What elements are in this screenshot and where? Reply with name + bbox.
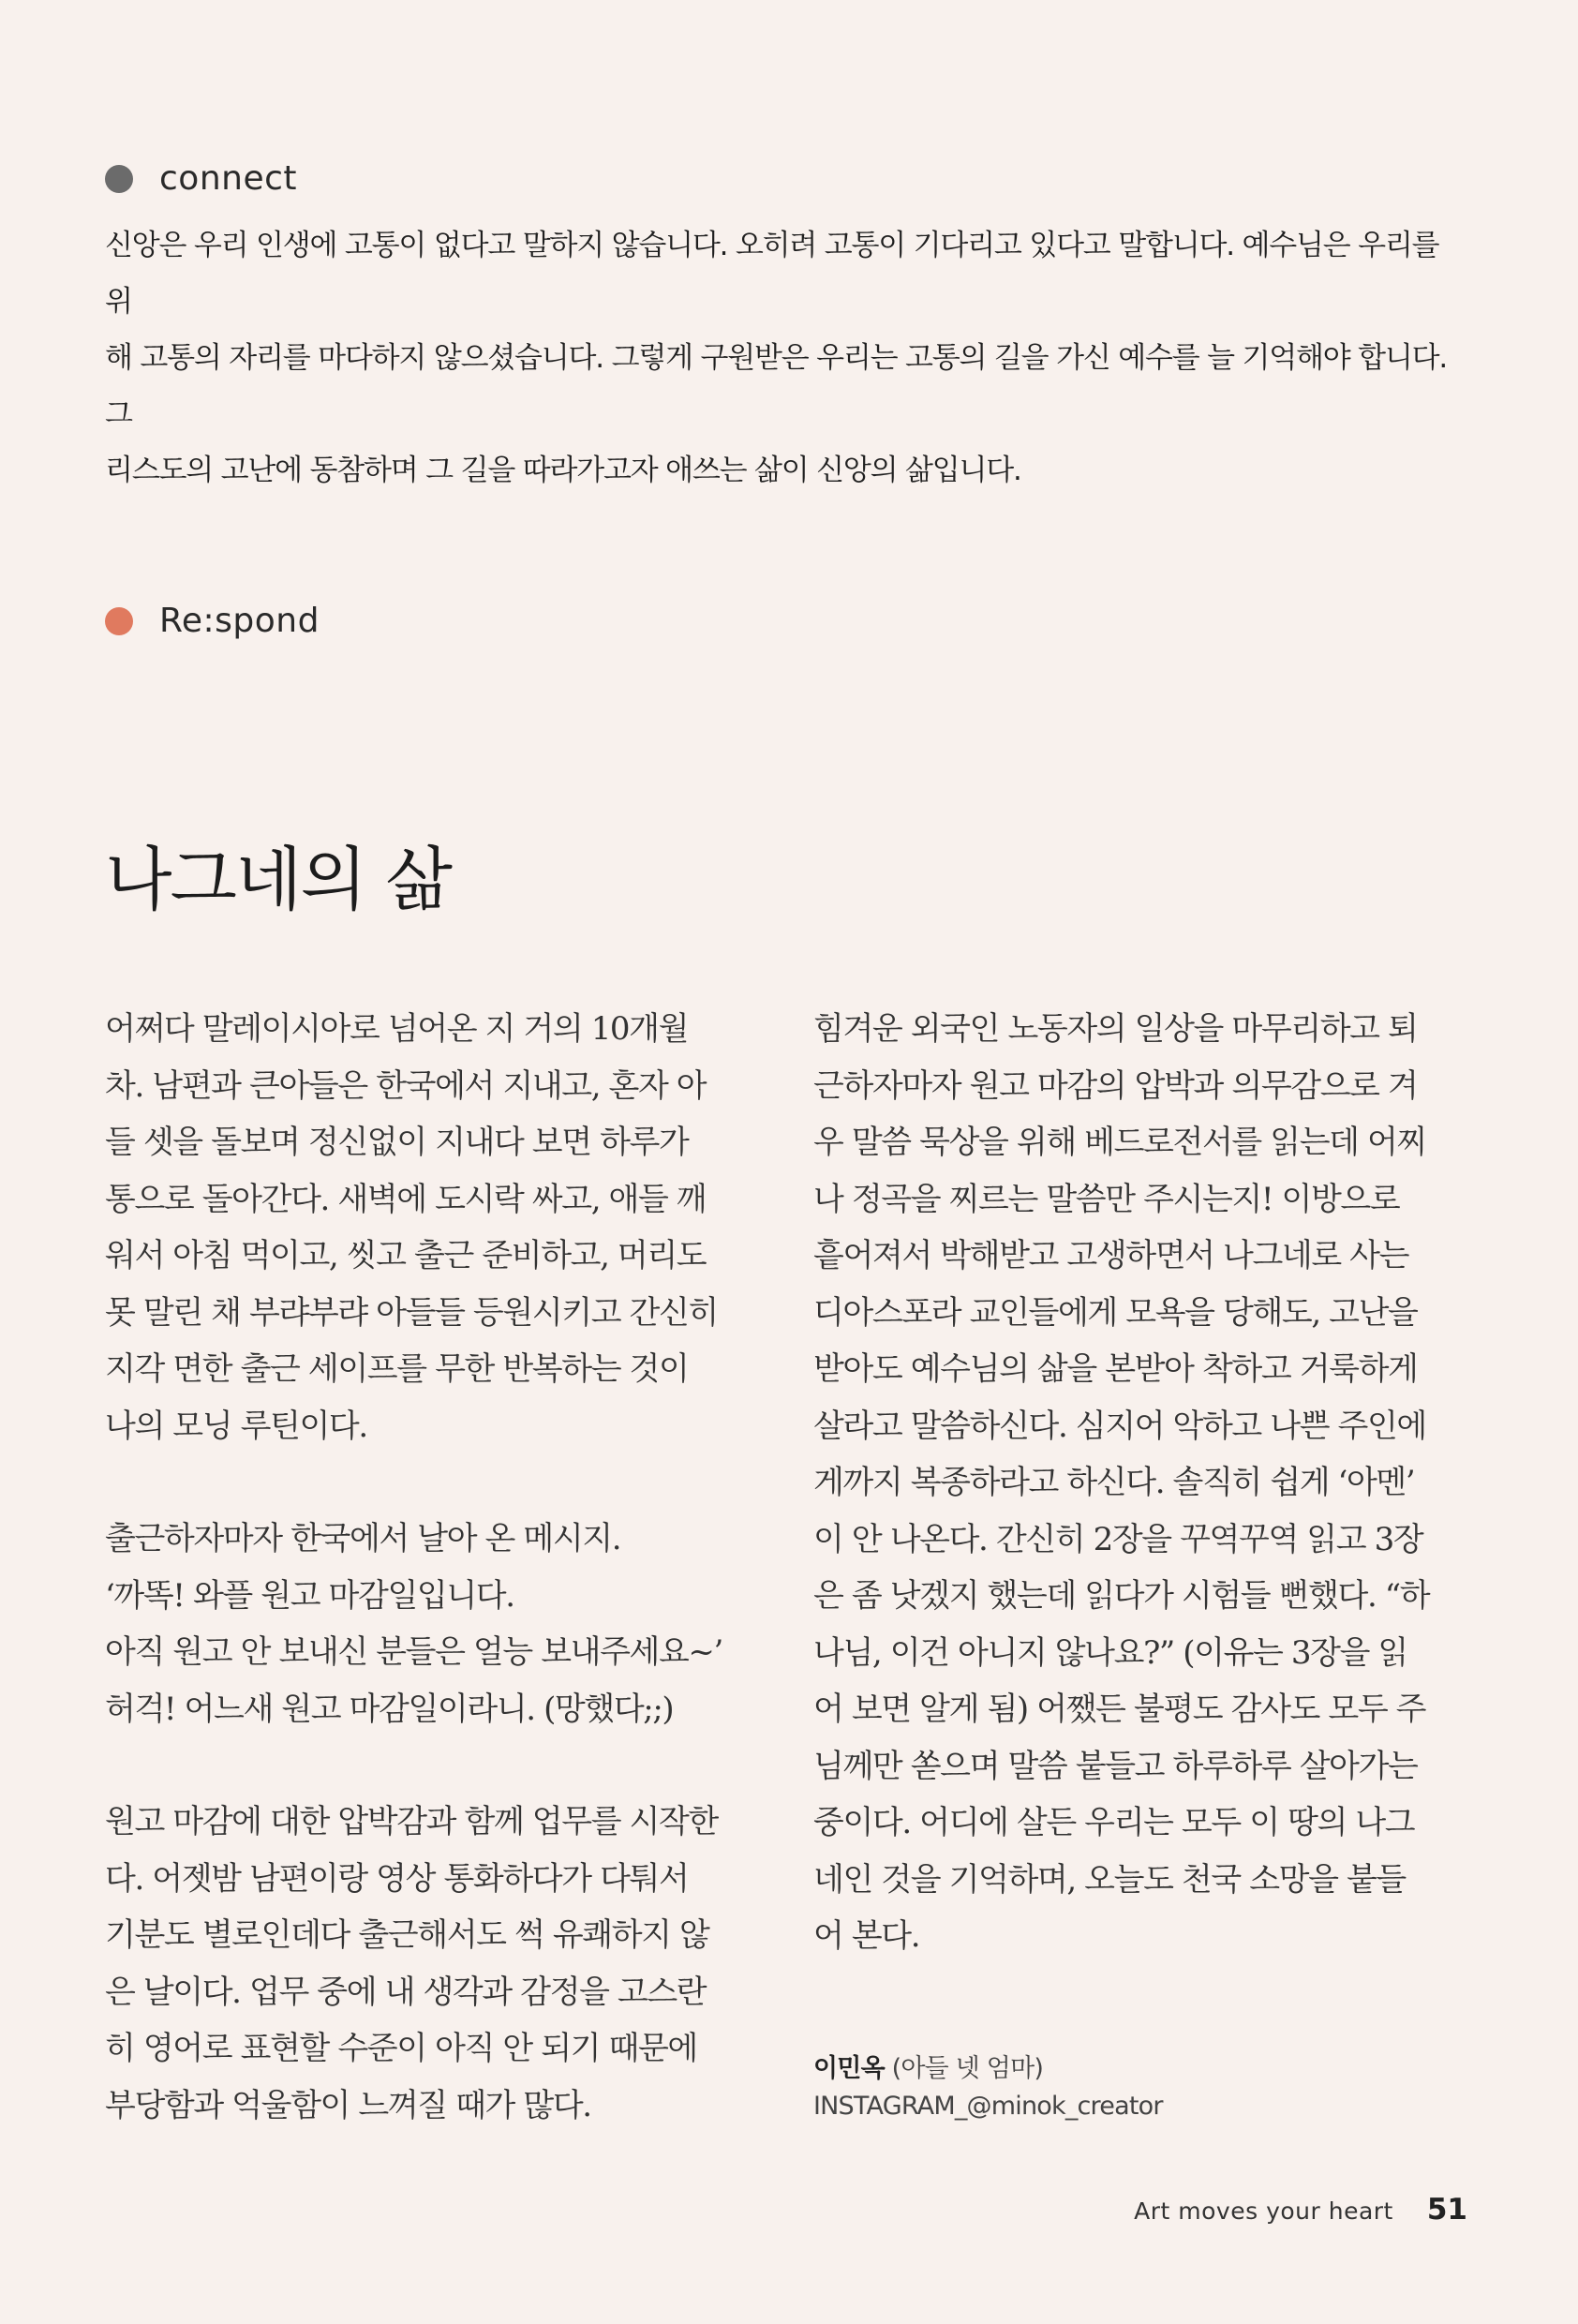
article-line: 디아스포라 교인들에게 모욕을 당해도, 고난을: [813, 1293, 1418, 1332]
article-line: 아직 원고 안 보내신 분들은 얼능 보내주세요~’: [105, 1633, 722, 1671]
article-left-column: [105, 1001, 761, 2134]
article-line: 어 보면 알게 됨) 어쨌든 불평도 감사도 모두 주: [813, 1691, 1426, 1728]
article-line: 어쩌다 말레이시아로 넘어온 지 거의 10개월: [105, 1010, 689, 1048]
article-line: 살라고 말씀하신다. 심지어 악하고 나쁜 주인에: [813, 1407, 1426, 1445]
article-line: 부당함과 억울함이 느껴질 때가 많다.: [105, 2086, 591, 2124]
article-line: 근하자마자 원고 마감의 압박과 의무감으로 겨: [813, 1066, 1418, 1105]
article-line: 지각 면한 출근 세이프를 무한 반복하는 것이: [105, 1350, 689, 1388]
article-line: 못 말린 채 부랴부랴 아들들 등원시키고 간신히: [105, 1293, 718, 1332]
article-line: 중이다. 어디에 살든 우리는 모두 이 땅의 나그: [813, 1804, 1415, 1841]
article-line: 차. 남편과 큰아들은 한국에서 지내고, 혼자 아: [105, 1066, 707, 1105]
article-line: ‘까똑! 와플 원고 마감일입니다.: [105, 1576, 514, 1615]
connect-line: 신앙은 우리 인생에 고통이 없다고 말하지 않습니다. 오히려 고통이 기다리고 있다고 말합니다. 예수님은 우리를 위: [105, 229, 1439, 319]
article-line: 님께만 쏟으며 말씀 붙들고 하루하루 살아가는: [813, 1747, 1418, 1785]
article-line: 들 셋을 돌보며 정신없이 지내다 보면 하루가: [105, 1124, 689, 1161]
article-line: 워서 아침 먹이고, 씻고 출근 준비하고, 머리도: [105, 1237, 707, 1274]
connect-line: 해 고통의 자리를 마다하지 않으셨습니다. 그렇게 구원받은 우리는 고통의 길을 가신 예수를 늘 기억해야 합니다. 그: [105, 341, 1448, 431]
connect-heading: [105, 159, 297, 198]
article-line: 어 본다.: [813, 1917, 920, 1955]
article-line: 힘겨운 외국인 노동자의 일상을 마무리하고 퇴: [813, 1010, 1418, 1048]
article-line: 은 좀 낫겠지 했는데 읽다가 시험들 뻔했다. “하: [813, 1577, 1430, 1615]
article-line: 기분도 별로인데다 출근해서도 썩 유쾌하지 않: [105, 1916, 709, 1954]
respond-heading: [105, 602, 320, 640]
article-line: 히 영어로 표현할 수준이 아직 안 되기 때문에: [105, 2030, 697, 2067]
connect-heading-label: connect: [159, 159, 298, 198]
author-role: (아들 넷 엄마): [891, 2054, 1044, 2083]
article-line: 허걱! 어느새 원고 마감일이라니. (망했다;;): [105, 1690, 674, 1728]
author-credit: [813, 2050, 1163, 2125]
article-title: 나그네의 삶: [105, 840, 451, 920]
author-line: [813, 2050, 1163, 2088]
article-line: 게까지 복종하라고 하신다. 솔직히 쉽게 ‘아멘’: [813, 1464, 1415, 1501]
article-line: 은 날이다. 업무 중에 내 생각과 감정을 고스란: [105, 1973, 707, 2011]
author-instagram: INSTAGRAM_@minok_creator: [813, 2092, 1163, 2121]
connect-paragraph: [105, 217, 1473, 499]
article-right-column: [813, 1001, 1469, 1965]
bullet-dot-icon: [105, 165, 133, 193]
article-line: 나의 모닝 루틴이다.: [105, 1407, 367, 1445]
article-line: 받아도 예수님의 삶을 본받아 착하고 거룩하게: [813, 1350, 1418, 1388]
article-line: 나 정곡을 찌르는 말씀만 주시는지! 이방으로: [813, 1180, 1400, 1218]
article-line: 이 안 나온다. 간신히 2장을 꾸역꾸역 읽고 3장: [813, 1520, 1423, 1558]
bullet-dot-icon: [105, 607, 133, 635]
page-footer: [1134, 2193, 1467, 2227]
article-line: 출근하자마자 한국에서 날아 온 메시지.: [105, 1520, 621, 1557]
article-line: 흩어져서 박해받고 고생하면서 나그네로 사는: [813, 1237, 1409, 1274]
article-line: 우 말씀 묵상을 위해 베드로전서를 읽는데 어찌: [813, 1124, 1426, 1161]
article-line: 다. 어젯밤 남편이랑 영상 통화하다가 다퉈서: [105, 1859, 689, 1898]
author-name: 이민옥: [813, 2054, 885, 2083]
article-line: 통으로 돌아간다. 새벽에 도시락 싸고, 애들 깨: [105, 1180, 707, 1218]
paragraph-gap: [105, 1454, 761, 1511]
connect-line: 리스도의 고난에 동참하며 그 길을 따라가고자 애쓰는 삶이 신앙의 삶입니다.: [105, 454, 1021, 487]
article-line: 네인 것을 기억하며, 오늘도 천국 소망을 붙들: [813, 1860, 1406, 1899]
article-line: 원고 마감에 대한 압박감과 함께 업무를 시작한: [105, 1803, 718, 1840]
footer-tagline: Art moves your heart: [1134, 2197, 1393, 2225]
paragraph-gap: [105, 1737, 761, 1794]
respond-heading-label: Re:spond: [159, 602, 320, 640]
article-line: 나님, 이건 아니지 않나요?” (이유는 3장을 읽: [813, 1633, 1407, 1672]
page-number: 51: [1426, 2193, 1467, 2227]
